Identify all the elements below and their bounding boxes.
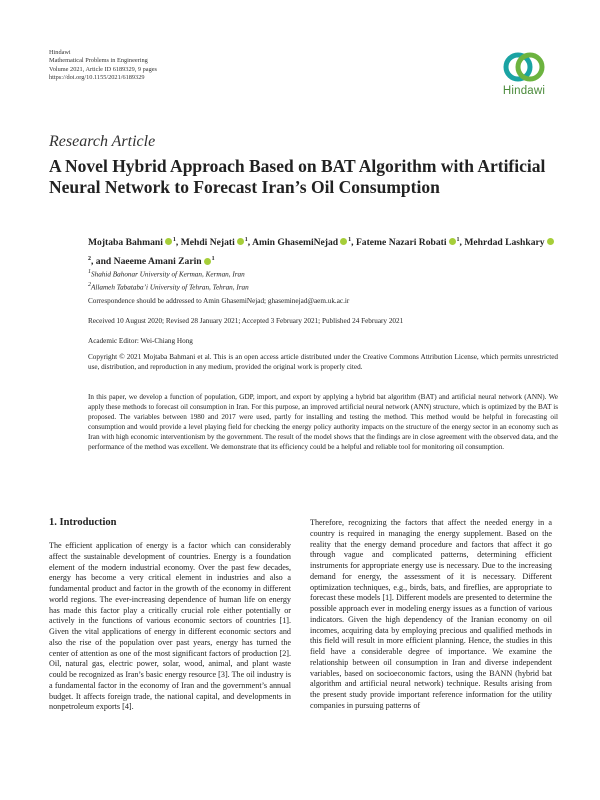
orcid-icon[interactable] xyxy=(449,238,456,245)
intro-paragraph-right: Therefore, recognizing the factors that affect the needed energy in a country is required in managing the energy supplement. Based on the reality that the energy demand procedure and factors that affect it go through vague and complicated patterns, determining efficient instruments for appropriate energy use is necessary. Due to the increasing demand for energy, the assessment of it is necessary. Different optimization techniques, e.g., birds, bats, and fireflies, are appropriate to forecast these models [1]. Different models are presented to determine the possible approach ever in modeling energy issues as a function of various indicators. Given the high dependency of the Iranian economy on oil incomes, acquiring data by employing precious and qualified methods in this field will result in more efficient planning. Hence, the studies in this field have a considerable degree of importance. We examine the relationship between oil consumption in Iran and diverse independent variables, based on socioeconomic factors, using the BANN (hybrid bat algorithm and artificial neural network) technique. Results arising from the present study provide important reference information for the utility companies in pursuing patterns of xyxy=(310,518,552,710)
author-name[interactable]: Mehrdad Lashkary xyxy=(464,237,545,249)
author-affiliation-marker: 1 xyxy=(456,237,460,243)
author-list: Mojtaba Bahmani $^1$, Mehdi Nejati $^1$, Amin GhasemiNejad $^1$, Fateme Nazari Robati $^1$, Mehrdad Lashkary$^2$, and Naeeme Amani Zarin $^1$ xyxy=(88,232,558,270)
journal-volume: Volume 2021, Article ID 6189329, 9 pages xyxy=(49,65,157,73)
author-affiliation-marker: 1 xyxy=(172,237,176,243)
article-type: Research Article xyxy=(49,133,156,150)
journal-name: Mathematical Problems in Engineering xyxy=(49,57,148,65)
orcid-icon[interactable] xyxy=(340,238,347,245)
orcid-icon[interactable] xyxy=(204,258,211,265)
author-name[interactable]: Naeeme Amani Zarin xyxy=(113,256,202,268)
hindawi-logo-icon xyxy=(502,50,546,84)
affiliation-text: Shahid Bahonar University of Kerman, Kerman, Iran xyxy=(91,270,245,279)
orcid-icon[interactable] xyxy=(165,238,172,245)
author-affiliation-marker: 1 xyxy=(348,237,352,243)
orcid-icon[interactable] xyxy=(547,238,554,245)
affiliation-number: 1 xyxy=(88,269,91,275)
affiliation-text: Allameh Tabataba’i University of Tehran, Tehran, Iran xyxy=(91,283,249,292)
hindawi-logo xyxy=(494,50,554,97)
author-affiliation-marker: 2 xyxy=(88,256,91,263)
author-name[interactable]: Mehdi Nejati xyxy=(180,237,235,249)
right-column xyxy=(310,518,552,712)
section-heading: 1. Introduction xyxy=(49,517,117,528)
correspondence: Correspondence should be addressed to Amin GhasemiNejad; ghaseminejad@aem.uk.ac.ir xyxy=(88,297,350,305)
left-column xyxy=(49,517,291,713)
intro-paragraph-left: The efficient application of energy is a factor which can considerably affect the sustainable development of countries. Energy is a foundation element of the modern industrial economy. Over the past few decades, energy has become a very critical element in industries and also a fundamental product and factor in the growth of the economy in different world regions. The ever-increasing dependence of human life on energy has made this factor play a critically crucial role either potentially or actively in the functions of various economic sectors of countries [1]. Given the vital applications of energy in different economic sectors and also the rise of the population over past years, energy has turned the center of attention as one of the most significant factors of production [2]. Oil, natural gas, electric power, solar, wood, animal, and plant waste could be recognized as Iran’s basic energy resource [3]. The oil industry is a fundamental factor in the economy of Iran and the government’s annual budget. It affects foreign trade, the national capital, and developments in nonpetroleum exports [4]. xyxy=(49,541,291,712)
affiliations xyxy=(88,267,249,294)
affiliation-2 xyxy=(88,280,249,293)
orcid-icon[interactable] xyxy=(237,238,244,245)
logo-text: Hindawi xyxy=(502,85,546,97)
abstract: In this paper, we develop a function of population, GDP, import, and export by applying a hybrid bat algorithm (BAT) and artificial neural network (ANN). We apply these methods to forecast oil consumption in Iran. For this purpose, an improved artificial neural network (ANN) structure, which is optimized by the BAT is proposed. The variables between 1980 and 2017 were used, partly for installing and testing the method. This method would be helpful in forecasting oil consumption and would provide a level playing field for checking the energy policy authority impacts on the structure of the energy sector in an economy such as Iran with high economic interventionism by the government. The result of the model shows that the findings are in close agreement with the observed data, and the performance of the method was excellent. We demonstrate that its efficiency could be a helpful and reliable tool for monitoring oil consumption. xyxy=(88,393,558,451)
publisher-name: Hindawi xyxy=(49,49,71,56)
author-affiliation-marker: 1 xyxy=(211,256,215,263)
author-name[interactable]: Amin GhasemiNejad xyxy=(252,237,339,249)
author-affiliation-marker: 1 xyxy=(244,237,248,243)
publication-dates: Received 10 August 2020; Revised 28 January 2021; Accepted 3 February 2021; Published 24 February 2021 xyxy=(88,317,404,325)
journal-info xyxy=(49,49,157,82)
affiliation-1 xyxy=(88,267,249,280)
copyright-notice: Copyright © 2021 Mojtaba Bahmani et al. This is an open access article distributed under the Creative Commons Attribution License, which permits unrestricted use, distribution, and reproduction in any medium, provided the original work is properly cited. xyxy=(88,353,558,371)
journal-doi[interactable]: https://doi.org/10.1155/2021/6189329 xyxy=(49,73,145,81)
academic-editor: Academic Editor: Wei-Chiang Hong xyxy=(88,337,193,345)
author-name[interactable]: Fateme Nazari Robati xyxy=(355,237,447,249)
authors-and: and xyxy=(95,256,112,268)
affiliation-number: 2 xyxy=(88,282,91,289)
article-title: A Novel Hybrid Approach Based on BAT Algorithm with Artificial Neural Network to Forecast Iran’s Oil Consumption xyxy=(49,156,546,197)
author-name[interactable]: Mojtaba Bahmani xyxy=(88,237,163,249)
